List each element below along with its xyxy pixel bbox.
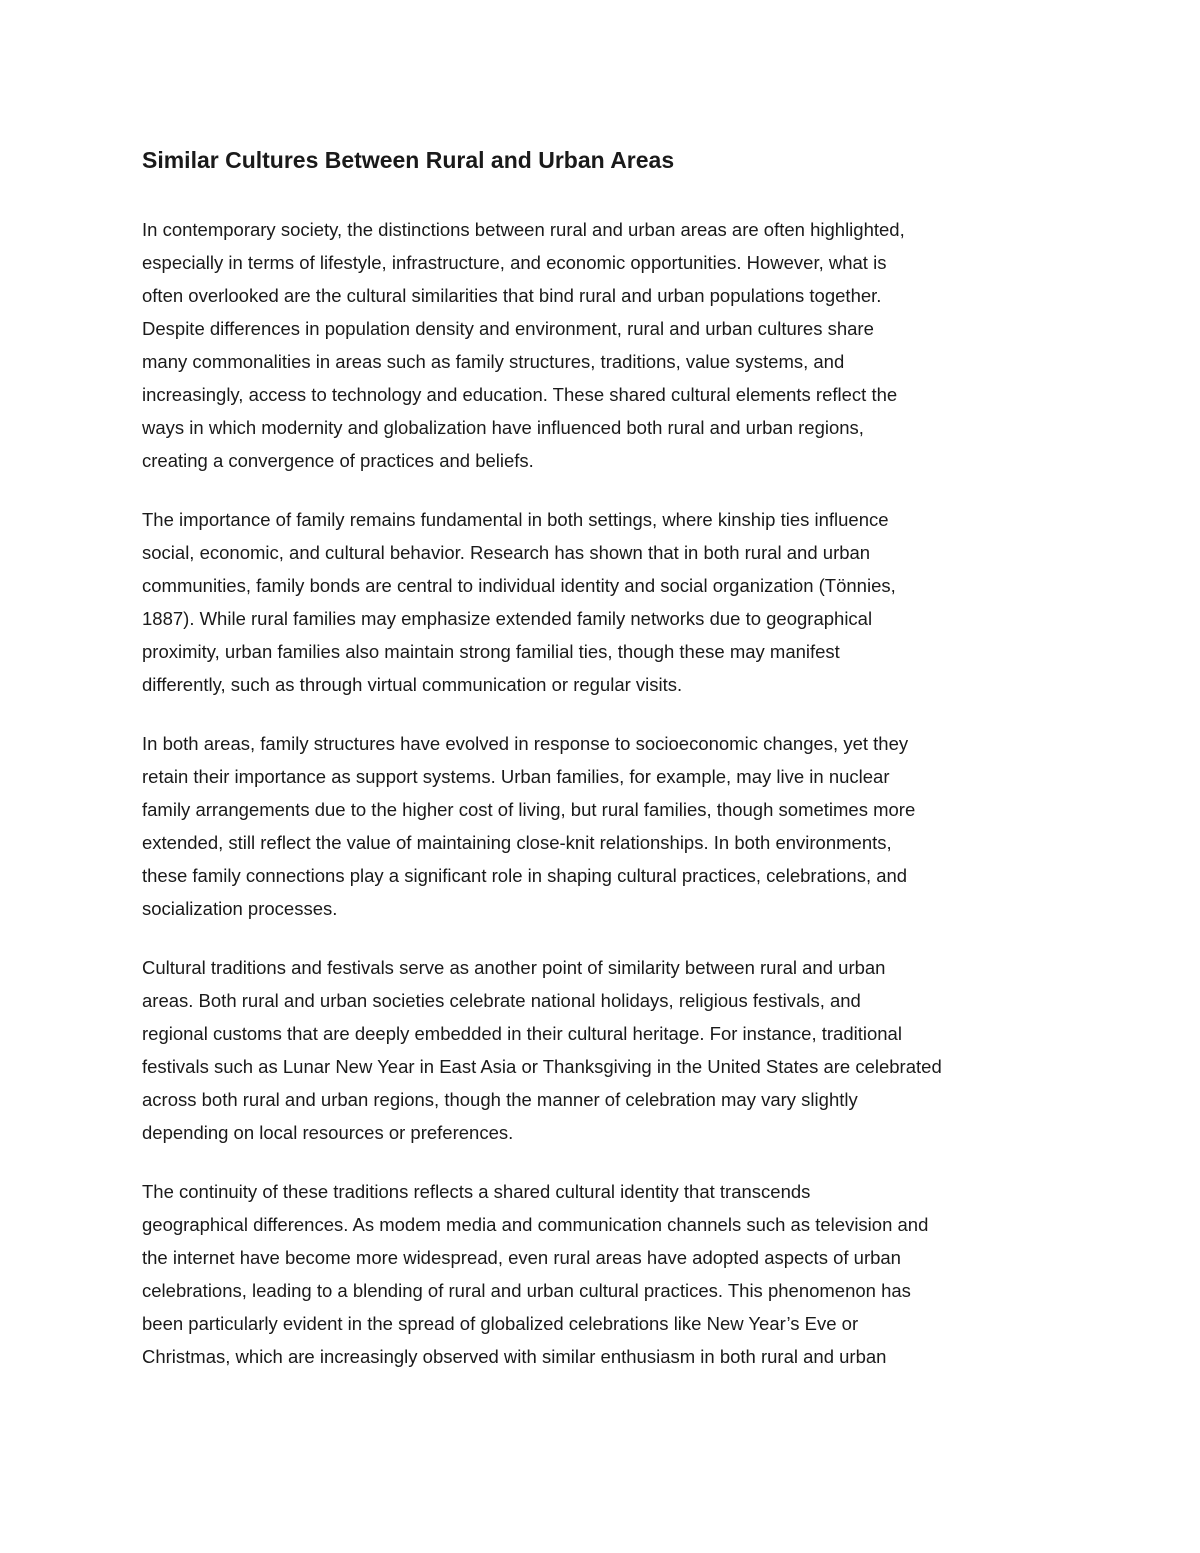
paragraph-traditions bbox=[142, 951, 1072, 1149]
text-line: the internet have become more widespread, even rural areas have adopted aspects of urban bbox=[142, 1247, 901, 1268]
text-line: Despite differences in population density and environment, rural and urban cultures share bbox=[142, 318, 874, 339]
text-line: Christmas, which are increasingly observed with similar enthusiasm in both rural and urban bbox=[142, 1346, 887, 1367]
text-line: communities, family bonds are central to individual identity and social organization (Tönnies, bbox=[142, 575, 896, 596]
text-line: been particularly evident in the spread of globalized celebrations like New Year’s Eve or bbox=[142, 1313, 859, 1334]
paragraph-continuity bbox=[142, 1175, 1072, 1373]
text-line: regional customs that are deeply embedded in their cultural heritage. For instance, traditional bbox=[142, 1023, 902, 1044]
text-line: retain their importance as support systems. Urban families, for example, may live in nuclear bbox=[142, 766, 890, 787]
text-line: festivals such as Lunar New Year in East Asia or Thanksgiving in the United States are celebrated bbox=[142, 1056, 942, 1077]
paragraph-family-structures bbox=[142, 727, 1072, 925]
text-line: differently, such as through virtual communication or regular visits. bbox=[142, 674, 683, 695]
text-line: these family connections play a significant role in shaping cultural practices, celebrations, and bbox=[142, 865, 908, 886]
text-line: The continuity of these traditions reflects a shared cultural identity that transcends bbox=[142, 1181, 811, 1202]
text-line: increasingly, access to technology and education. These shared cultural elements reflect the bbox=[142, 384, 898, 405]
text-line: proximity, urban families also maintain strong familial ties, though these may manifest bbox=[142, 641, 840, 662]
text-line: depending on local resources or preferences. bbox=[142, 1122, 514, 1143]
text-line: family arrangements due to the higher cost of living, but rural families, though sometimes more bbox=[142, 799, 916, 820]
text-line: especially in terms of lifestyle, infrastructure, and economic opportunities. However, what is bbox=[142, 252, 887, 273]
document-body bbox=[142, 213, 1072, 1399]
text-line: creating a convergence of practices and beliefs. bbox=[142, 450, 534, 471]
text-line: Cultural traditions and festivals serve as another point of similarity between rural and urban bbox=[142, 957, 886, 978]
text-line: many commonalities in areas such as family structures, traditions, value systems, and bbox=[142, 351, 845, 372]
text-line: In both areas, family structures have evolved in response to socioeconomic changes, yet they bbox=[142, 733, 909, 754]
paragraph-intro bbox=[142, 213, 1072, 477]
text-line: often overlooked are the cultural similarities that bind rural and urban populations together. bbox=[142, 285, 882, 306]
text-line: ways in which modernity and globalization have influenced both rural and urban regions, bbox=[142, 417, 864, 438]
text-line: across both rural and urban regions, though the manner of celebration may vary slightly bbox=[142, 1089, 858, 1110]
text-line: extended, still reflect the value of maintaining close-knit relationships. In both environments, bbox=[142, 832, 892, 853]
text-line: In contemporary society, the distinctions between rural and urban areas are often highlighted, bbox=[142, 219, 905, 240]
text-line: social, economic, and cultural behavior. Research has shown that in both rural and urban bbox=[142, 542, 871, 563]
text-line: celebrations, leading to a blending of rural and urban cultural practices. This phenomenon has bbox=[142, 1280, 911, 1301]
text-line: socialization processes. bbox=[142, 898, 338, 919]
text-line: areas. Both rural and urban societies celebrate national holidays, religious festivals, and bbox=[142, 990, 861, 1011]
text-line: geographical differences. As modem media and communication channels such as television and bbox=[142, 1214, 929, 1235]
text-line: 1887). While rural families may emphasize extended family networks due to geographical bbox=[142, 608, 873, 629]
text-line: The importance of family remains fundamental in both settings, where kinship ties influence bbox=[142, 509, 889, 530]
document-title: Similar Cultures Between Rural and Urban Areas bbox=[142, 147, 675, 173]
paragraph-family-importance bbox=[142, 503, 1072, 701]
